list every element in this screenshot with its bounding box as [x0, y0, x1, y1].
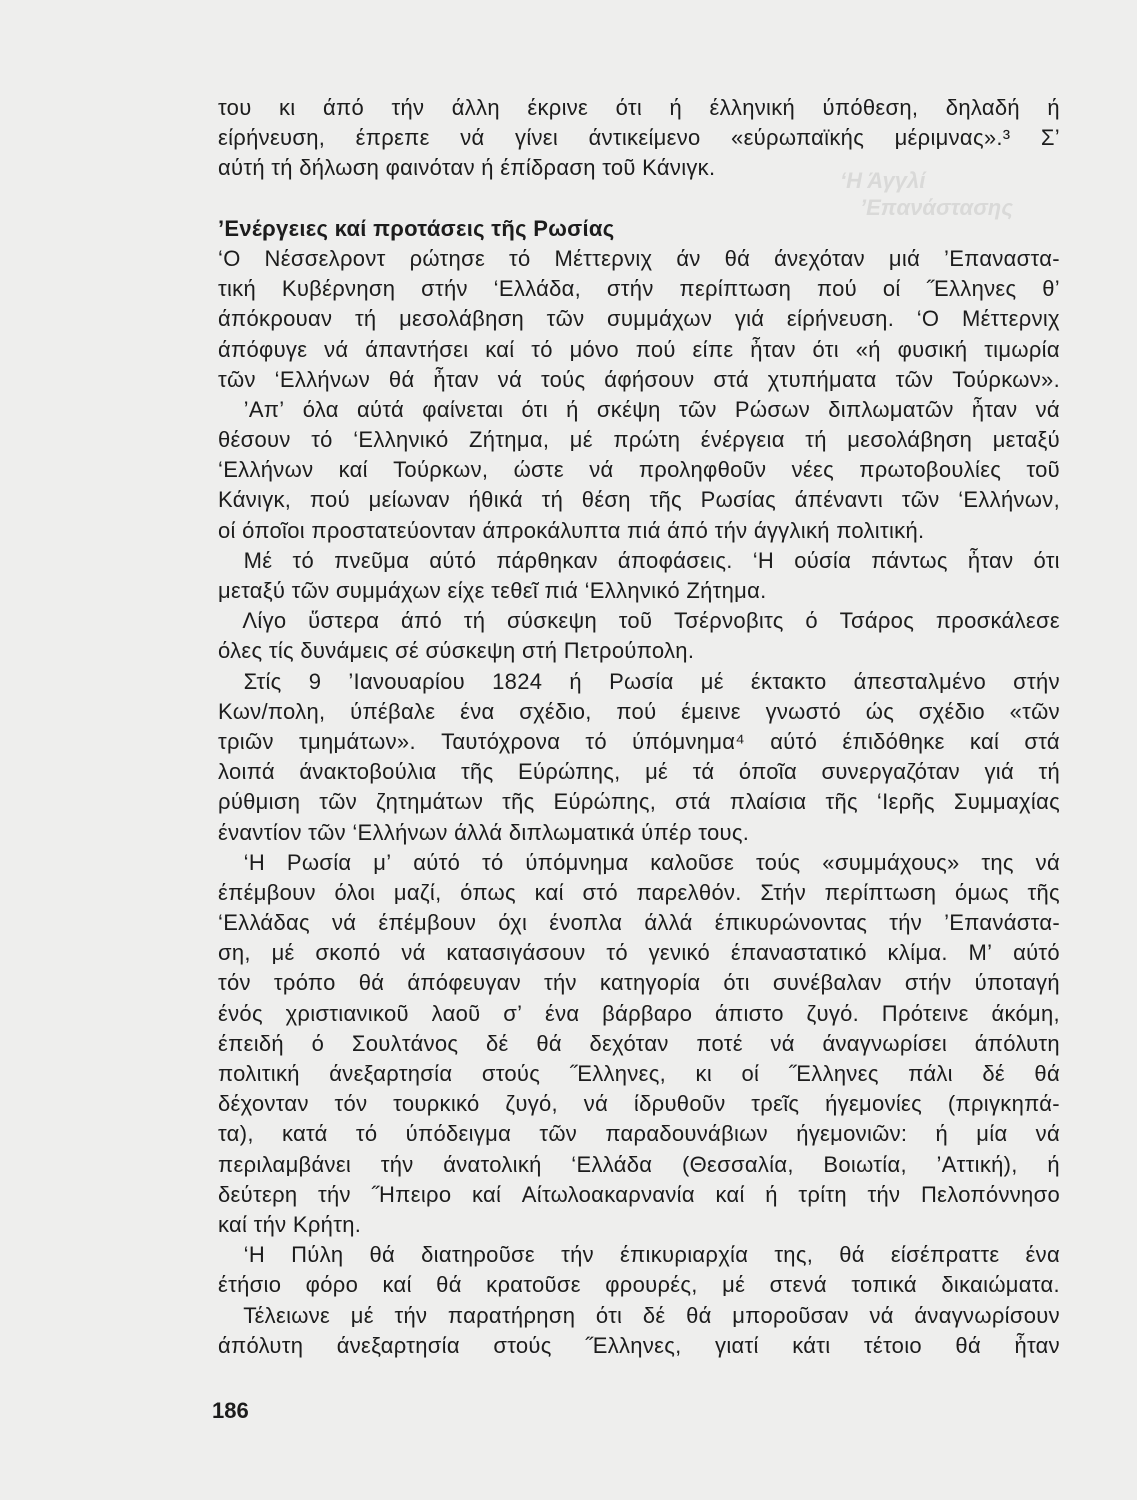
text-line: ση, μέ σκοπό νά κατασιγάσουν τό γενικό έπαναστατικό κλίμα. Μ’ αύτό: [218, 940, 1060, 966]
text-line: έτήσιο φόρο καί θά κρατοῦσε φρουρές, μέ στενά τοπικά δικαιώματα.: [218, 1272, 1060, 1298]
text-line: Κων/πολη, ύπέβαλε ένα σχέδιο, πού έμεινε γνωστό ώς σχέδιο «τῶν: [218, 698, 1060, 724]
text-line: όλες τίς δυνάμεις σέ σύσκεψη στή Πετρούπολη.: [218, 638, 695, 664]
text-line: ‘Ο Νέσσελροντ ρώτησε τό Μέττερνιχ άν θά άνεχόταν μιά ’Επαναστα-: [218, 245, 1060, 271]
text-line: οί όποῖοι προστατεύονταν άπροκάλυπτα πιά άπό τήν άγγλική πολιτική.: [218, 517, 925, 543]
text-line: ‘Η Ρωσία μ’ αύτό τό ύπόμνημα καλοῦσε τούς «συμμάχους» της νά: [218, 849, 1060, 875]
text-line: Κάνιγκ, πού μείωναν ήθικά τή θέση τῆς Ρωσίας άπέναντι τῶν ‘Ελλήνων,: [218, 487, 1060, 513]
text-line: τῶν ‘Ελλήνων θά ἦταν νά τούς άφήσουν στά χτυπήματα τῶν Τούρκων».: [218, 366, 1060, 392]
text-line: άπόφυγε νά άπαντήσει καί τό μόνο πού είπε ἦταν ότι «ή φυσική τιμωρία: [218, 336, 1060, 362]
text-line: τριῶν τμημάτων». Ταυτόχρονα τό ύπόμνημα⁴ αύτό έπιδόθηκε καί στά: [218, 728, 1060, 754]
text-line: πολιτική άνεξαρτησία στούς ˝Ελληνες, κι οί ˝Ελληνες πάλι δέ θά: [218, 1061, 1060, 1086]
text-line: δέχονταν τόν τουρκικό ζυγό, νά ίδρυθοῦν τρεῖς ήγεμονίες (πριγκηπά-: [218, 1091, 1060, 1117]
text-line: μεταξύ τῶν συμμάχων είχε τεθεῖ πιά ‘Ελληνικό Ζήτημα.: [218, 578, 767, 603]
text-line: Τέλειωνε μέ τήν παρατήρηση ότι δέ θά μποροῦσαν νά άναγνωρίσουν: [218, 1302, 1060, 1328]
text-line: δεύτερη τήν ˝Ηπειρο καί Αίτωλοακαρνανία καί ή τρίτη τήν Πελοπόννησο: [218, 1181, 1060, 1207]
text-line: ένός χριστιανικοῦ λαοῦ σ’ ένα βάρβαρο άπιστο ζυγό. Πρότεινε άκόμη,: [218, 1000, 1060, 1026]
text-line: ‘Η Πύλη θά διατηροῦσε τήν έπικυριαρχία της, θά είσέπραττε ένα: [218, 1242, 1060, 1268]
text-line: ρύθμιση τῶν ζητημάτων τῆς Εύρώπης, στά πλαίσια τῆς ‘Ιερῆς Συμμαχίας: [218, 789, 1060, 815]
section-heading: ’Ενέργειες καί προτάσεις τῆς Ρωσίας: [218, 215, 615, 241]
text-line: του κι άπό τήν άλλη έκρινε ότι ή έλληνική ύπόθεση, δηλαδή ή: [218, 95, 1060, 120]
bleed-through-mark: ‘Η Άγγλί: [840, 168, 926, 193]
text-line: έπέμβουν όλοι μαζί, όπως καί στό παρελθόν. Στήν περίπτωση όμως τῆς: [218, 879, 1060, 905]
text-line: τόν τρόπο θά άπόφευγαν τήν κατηγορία ότι συνέβαλαν στήν ύποταγή: [218, 970, 1060, 996]
text-line: Λίγο ὕστερα άπό τή σύσκεψη τοῦ Τσέρνοβιτς ό Τσάρος προσκάλεσε: [218, 608, 1060, 634]
text-line: αύτή τή δήλωση φαινόταν ή έπίδραση τοῦ Κάνιγκ.: [218, 155, 716, 181]
bleed-through-mark: ’Επανάστασης: [860, 195, 1013, 220]
text-line: Μέ τό πνεῦμα αύτό πάρθηκαν άποφάσεις. ‘Η ούσία πάντως ἦταν ότι: [218, 547, 1060, 573]
text-line: έπειδή ό Σουλτάνος δέ θά δεχόταν ποτέ νά άναγνωρίσει άπόλυτη: [218, 1030, 1060, 1056]
text-line: είρήνευση, έπρεπε νά γίνει άντικείμενο «εύρωπαϊκής μέριμνας».³ Σ’: [218, 125, 1060, 151]
text-line: Στίς 9 ’Ιανουαρίου 1824 ή Ρωσία μέ έκτακτο άπεσταλμένο στήν: [218, 668, 1060, 694]
text-line: θέσουν τό ‘Ελληνικό Ζήτημα, μέ πρώτη ένέργεια τή μεσολάβηση μεταξύ: [218, 427, 1060, 453]
text-line: ‘Ελλήνων καί Τούρκων, ώστε νά προληφθοῦν νέες πρωτοβουλίες τοῦ: [218, 457, 1060, 483]
text-line: καί τήν Κρήτη.: [218, 1211, 362, 1237]
text-line: ‘Ελλάδας νά έπέμβουν όχι ένοπλα άλλά έπικυρώνοντας τήν ’Επανάστα-: [218, 910, 1060, 936]
text-line: τα), κατά τό ύπόδειγμα τῶν παραδουνάβιων ήγεμονιῶν: ή μία νά: [218, 1121, 1060, 1147]
text-line: έναντίον τῶν ‘Ελλήνων άλλά διπλωματικά ύπέρ τους.: [218, 819, 750, 845]
page-number: 186: [212, 1398, 249, 1423]
text-line: περιλαμβάνει τήν άνατολική ‘Ελλάδα (Θεσσαλία, Βοιωτία, ’Αττική), ή: [218, 1151, 1060, 1177]
text-line: άπόκρουαν τή μεσολάβηση τῶν συμμάχων γιά είρήνευση. ‘Ο Μέττερνιχ: [218, 306, 1060, 332]
text-line: άπόλυτη άνεξαρτησία στούς ˝Ελληνες, γιατί κάτι τέτοιο θά ἦταν: [218, 1332, 1060, 1358]
body-text: [218, 93, 1060, 1361]
blank-line: [218, 184, 1060, 214]
text-line: ’Απ’ όλα αύτά φαίνεται ότι ή σκέψη τῶν Ρώσων διπλωματῶν ἦταν νά: [218, 396, 1060, 422]
text-line: τική Κυβέρνηση στήν ‘Ελλάδα, στήν περίπτωση πού οί ˝Ελληνες θ’: [218, 276, 1060, 302]
text-line: λοιπά άνακτοβούλια τῆς Εύρώπης, μέ τά όποῖα συνεργαζόταν γιά τή: [218, 759, 1060, 785]
